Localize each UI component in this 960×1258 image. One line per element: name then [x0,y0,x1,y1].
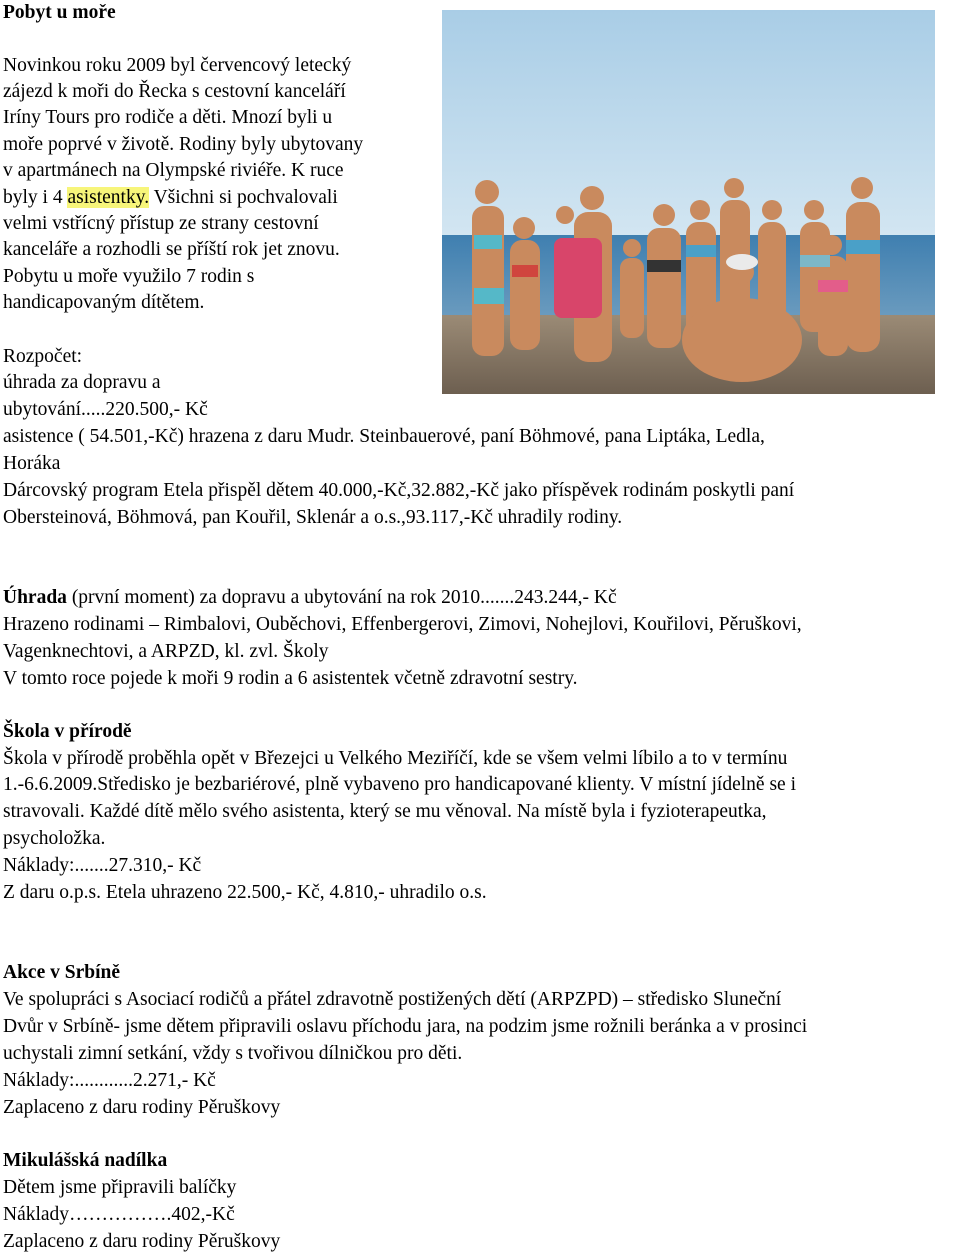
highlighted-word: asistentky. [67,187,150,208]
paragraph-line: moře poprvé v životě. Rodiny byly ubytovany [3,134,364,155]
paragraph-line: Ve spolupráci s Asociací rodičů a přátel zdravotně postižených dětí (ARPZPD) – středisko Sluneční [3,989,782,1010]
paragraph-line: Náklady:.......27.310,- Kč [3,855,202,876]
paragraph-line: Zaplaceno z daru rodiny Pěruškovy [3,1231,281,1252]
budget-line: Horáka [3,453,61,474]
budget-line: asistence ( 54.501,-Kč) hrazena z daru Mudr. Steinbauerové, paní Böhmové, pana Liptáka, Ledla, [3,426,765,447]
payment-line: Vagenknechtovi, a ARPZD, kl. zvl. Školy [3,641,329,662]
paragraph-line: Z daru o.p.s. Etela uhrazeno 22.500,- Kč, 4.810,- uhradilo o.s. [3,882,487,903]
paragraph-line: Škola v přírodě proběhla opět v Březejci u Velkého Meziříčí, kde se všem velmi líbilo a to v termínu [3,748,788,769]
paragraph-line: stravovali. Každé dítě mělo svého asistenta, který se mu věnoval. Na místě byla i fyzioterapeutka, [3,801,767,822]
paragraph-line: velmi vstřícný přístup ze strany cestovní [3,213,319,234]
paragraph-line: Náklady…………….402,-Kč [3,1204,235,1225]
paragraph-line: zájezd k moři do Řecka s cestovní kanceláří [3,81,346,102]
paragraph-line: uchystali zimní setkání, vždy s tvořivou dílničkou pro děti. [3,1043,463,1064]
beach-group-photo [442,10,935,394]
paragraph-line: Náklady:............2.271,- Kč [3,1070,216,1091]
paragraph-line: Novinkou roku 2009 byl červencový letecký [3,55,352,76]
budget-line: úhrada za dopravu a [3,372,161,393]
section-title-sea: Pobyt u moře [3,2,116,23]
payment-line: V tomto roce pojede k moři 9 rodin a 6 asistentek včetně zdravotní sestry. [3,668,578,689]
paragraph-line: kanceláře a rozhodli se příští rok jet znovu. [3,239,340,260]
paragraph-line: psycholožka. [3,828,106,849]
payment-line: Úhrada (první moment) za dopravu a ubytování na rok 2010.......243.244,- Kč [3,587,617,608]
paragraph-line-highlight: byly i 4 asistentky. Všichni si pochvalovali [3,187,338,208]
paragraph-line: Dvůr v Srbíně- jsme dětem připravili oslavu příchodu jara, na podzim jsme rožnili beránka a v prosinci [3,1016,808,1037]
paragraph-line: Zaplaceno z daru rodiny Pěruškovy [3,1097,281,1118]
paragraph-line: Dětem jsme připravili balíčky [3,1177,237,1198]
budget-line: Dárcovský program Etela přispěl dětem 40.000,-Kč,32.882,-Kč jako příspěvek rodinám poskytli paní [3,480,795,501]
section-title-srbin: Akce v Srbíně [3,962,120,983]
budget-line: ubytování.....220.500,- Kč [3,399,208,420]
section-title-mikulas: Mikulášská nadílka [3,1150,168,1171]
payment-line: Hrazeno rodinami – Rimbalovi, Ouběchovi, Effenbergerovi, Zimovi, Nohejlovi, Kouřilovi, Pěruškovi, [3,614,802,635]
budget-line: Obersteinová, Böhmová, pan Kouřil, Sklenár a o.s.,93.117,-Kč uhradily rodiny. [3,507,623,528]
paragraph-line: Pobytu u moře využilo 7 rodin s [3,266,255,287]
section-title-school: Škola v přírodě [3,721,132,742]
paragraph-line: Iríny Tours pro rodiče a děti. Mnozí byli u [3,107,333,128]
budget-label: Rozpočet: [3,346,83,367]
paragraph-line: 1.-6.6.2009.Středisko je bezbariérové, plně vybaveno pro handicapované klienty. V místní jídelně se i [3,774,796,795]
paragraph-line: v apartmánech na Olympské riviéře. K ruce [3,160,344,181]
paragraph-line: handicapovaným dítětem. [3,292,205,313]
